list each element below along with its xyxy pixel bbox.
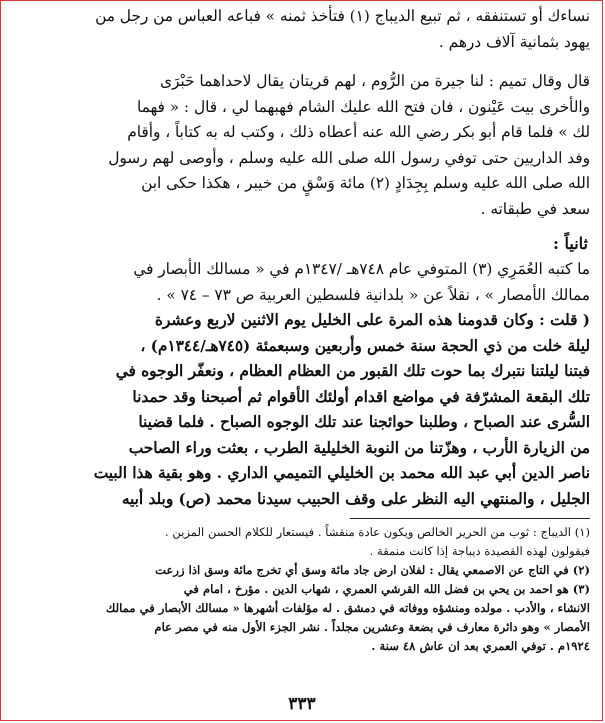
text-line: لك » فلما قام أبو بكر رضي الله عنه أعطاه ذلك ، وكتب له به كتاباً ، وأقام xyxy=(127,123,590,141)
text-line: من الزيارة الأرب ، وهزّتنا من النوبة الخليلية الطرب ، بعثت وراء الصاحب xyxy=(128,438,590,457)
text-line: قال وقال تميم : لنا جيرة من الرُّوم ، لهم قريتان يقال لاحداهما حَبْرَى xyxy=(160,72,590,90)
footnote-divider xyxy=(350,518,590,519)
section-heading: ثانياً : xyxy=(553,234,588,253)
text-line: الله صلى الله عليه وسلم بِجِدَادٍ (٢) مائة وَسْقٍ من خيبر ، هكذا حكى ابن xyxy=(141,174,590,192)
footnote-line: (٣) هو احمد بن يحي بن فضل الله القرشي العمري ، شهاب الدين . مؤرخ ، امام في xyxy=(183,582,590,596)
footnote-line: الأمصار » وهو دائرة معارف في بضعة وعشرين مجلداً . نشر الجزء الأول منه في مصر عام xyxy=(154,620,590,634)
text-line: يهود بثمانية آلاف درهم . xyxy=(438,32,590,51)
paragraph-1 xyxy=(14,4,590,55)
text-line: تلك البقعة المشرّفة في مواضع اقدام أولئك الأقوام ثم أصبحنا وقد حمدنا xyxy=(132,387,590,406)
page-number: ٣٣٣ xyxy=(288,694,316,714)
document-page xyxy=(14,4,590,716)
text-line: ما كتبه العُمَرِي (٣) المتوفي عام ٧٤٨هـ /١٣٤٧م في « مسالك الأبصار في xyxy=(133,260,590,278)
text-line: ( قلت : وكان قدومنا هذه المرة على الخليل يوم الاثنين لاربع وعشرة xyxy=(154,311,590,329)
footnotes xyxy=(14,523,590,656)
footnote-line: (١) الديباج : ثوب من الحرير الخالص ويكون عادة منقشاً . فيستعار للكلام الحسن المزين . xyxy=(164,525,590,539)
footnote-line: الانشاء ، والأدب . مولده ومنشؤه ووفاته في دمشق . له مؤلفات أشهرها « مسالك الأبصار في ممالك xyxy=(105,601,590,615)
text-line: فبتنا ليلتنا نتبرك بما حوت تلك القبور من العظام العظام ، ونعفّر الوجوه في xyxy=(115,362,590,380)
paragraph-4 xyxy=(14,308,590,512)
paragraph-3 xyxy=(14,257,590,308)
text-line: نساءك أو تستنفقه ، ثم تبيع الديباج (١) فتأخذ ثمنه » فباعه العباس من رجل من xyxy=(95,7,590,25)
text-line: ممالك الأمصار » ، نقلاً عن « بلدانية فلسطين العربية ص ٧٣ – ٧٤ » . xyxy=(156,285,590,304)
footnote-line: (٢) في التاج عن الاصمعي يقال : لفلان ارض جاد مائة وسق أي تخرج مائة وسق اذا زرعت xyxy=(155,563,590,577)
text-line: ليلة خلت من ذي الحجة سنة خمس وأربعين وسبعمئة (٧٤٥هـ/١٣٤٤م) ، xyxy=(140,336,590,355)
paragraph-2 xyxy=(14,69,590,222)
text-line: سعد في طبقاته . xyxy=(480,199,590,218)
footnote-line: ١٩٢٤م . توفي العمري بعد ان عاش ٤٨ سنة . xyxy=(371,639,590,653)
footnote-line: فيقولون لهذه القصيدة ديباجة إذا كانت منمقة . xyxy=(369,544,590,558)
text-line: ناصر الدين أبي عبد الله محمد بن الخليلي التميمي الداري . وهو بقية هذا البيت xyxy=(93,464,590,482)
text-line: الجليل ، والمنتهي اليه النظر على وقف الحبيب سيدنا محمد (ص) وبلد أبيه xyxy=(121,489,590,508)
text-line: السُّرى عند الصباح ، وطلبنا حوائجنا عند تلك الوجوه الصباح . فلما قضينا xyxy=(138,413,590,431)
text-line: وفد الداريين حتى توفي رسول الله صلى الله عليه وسلم ، وأوصى لهم رسول xyxy=(108,148,590,167)
text-line: والأخرى بيت عَيْنون ، فان فتح الله عليك الشام فهبهما لي ، قال : « فهما xyxy=(136,97,590,116)
